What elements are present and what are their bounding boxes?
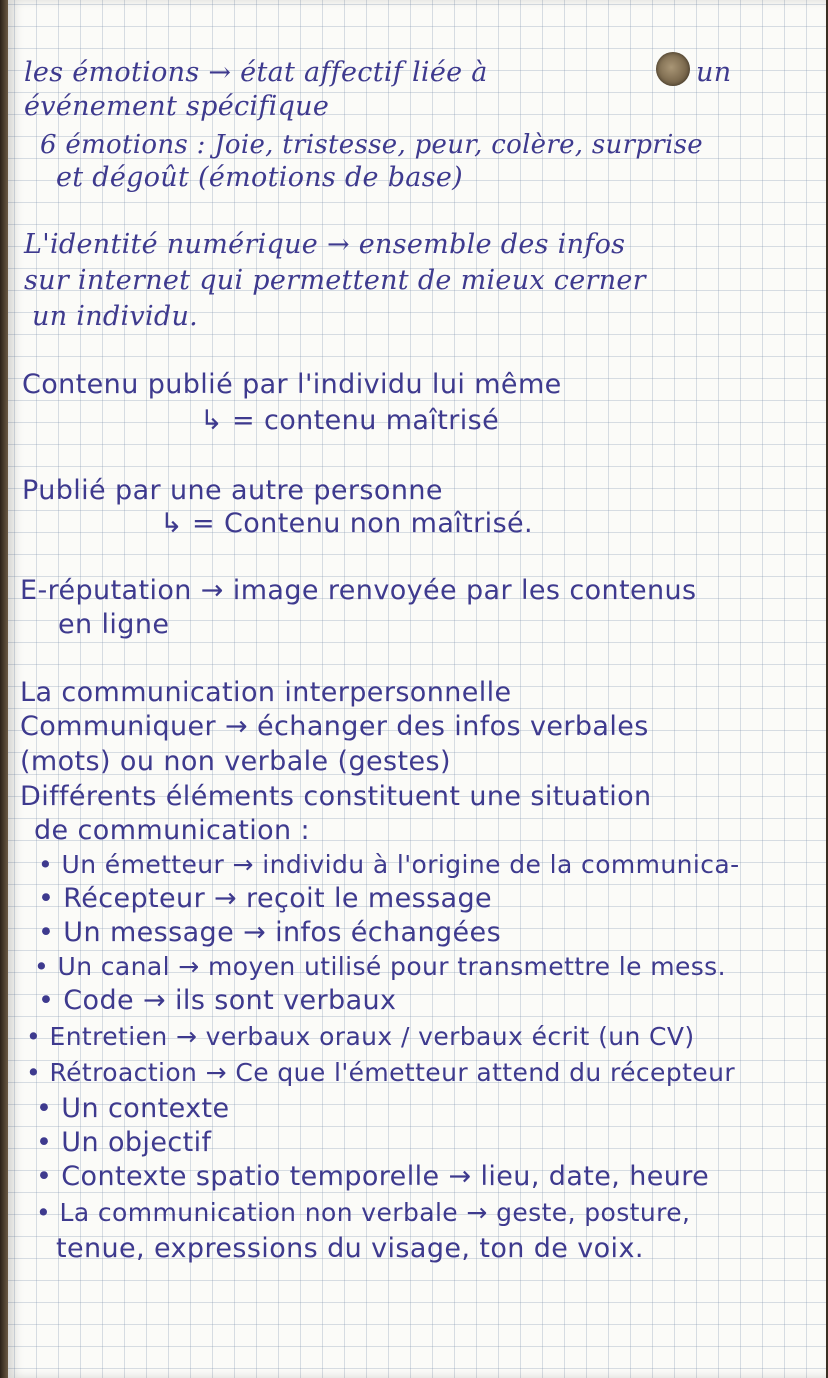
list-item: • Un message → infos échangées — [38, 917, 502, 948]
note-line: Contenu publié par l'individu lui même — [22, 369, 562, 400]
note-line: sur internet qui permettent de mieux cerner — [24, 265, 646, 296]
list-item: • La communication non verbale → geste, posture, — [36, 1198, 691, 1227]
list-item: • Un objectif — [36, 1127, 212, 1158]
note-line: de communication : — [34, 815, 311, 846]
notebook-page — [8, 0, 826, 1378]
list-item: • Récepteur → reçoit le message — [38, 883, 493, 914]
note-line: Publié par une autre personne — [22, 475, 443, 506]
section-title: La communication interpersonnelle — [20, 677, 512, 708]
note-line: un — [696, 57, 732, 88]
list-item: • Un contexte — [36, 1093, 230, 1124]
note-line: Différents éléments constituent une situation — [20, 781, 652, 812]
list-item: • Code → ils sont verbaux — [38, 985, 397, 1016]
note-line: événement spécifique — [24, 91, 330, 122]
note-line: les émotions → état affectif liée à — [24, 57, 488, 88]
note-line: et dégoût (émotions de base) — [56, 162, 463, 193]
list-item: • Contexte spatio temporelle → lieu, date, heure — [36, 1161, 710, 1192]
note-line: (mots) ou non verbale (gestes) — [20, 746, 451, 777]
note-line: Communiquer → échanger des infos verbales — [20, 711, 649, 742]
list-item: • Rétroaction → Ce que l'émetteur attend du récepteur — [26, 1058, 735, 1087]
notebook-edge — [0, 0, 8, 1378]
note-line: E-réputation → image renvoyée par les contenus — [20, 575, 697, 606]
list-item: • Entretien → verbaux oraux / verbaux écrit (un CV) — [26, 1022, 695, 1051]
note-line: ↳ = contenu maîtrisé — [200, 405, 500, 436]
note-line: ↳ = Contenu non maîtrisé. — [160, 508, 534, 539]
note-line: tenue, expressions du visage, ton de voix. — [56, 1233, 644, 1264]
binder-hole — [656, 52, 690, 86]
note-line: L'identité numérique → ensemble des infos — [24, 229, 626, 260]
list-item: • Un canal → moyen utilisé pour transmettre le mess. — [34, 952, 726, 981]
note-line: 6 émotions : Joie, tristesse, peur, colère, surprise — [40, 130, 703, 160]
note-line: en ligne — [58, 609, 170, 640]
list-item: • Un émetteur → individu à l'origine de la communica- — [38, 850, 740, 879]
note-line: un individu. — [32, 301, 199, 332]
